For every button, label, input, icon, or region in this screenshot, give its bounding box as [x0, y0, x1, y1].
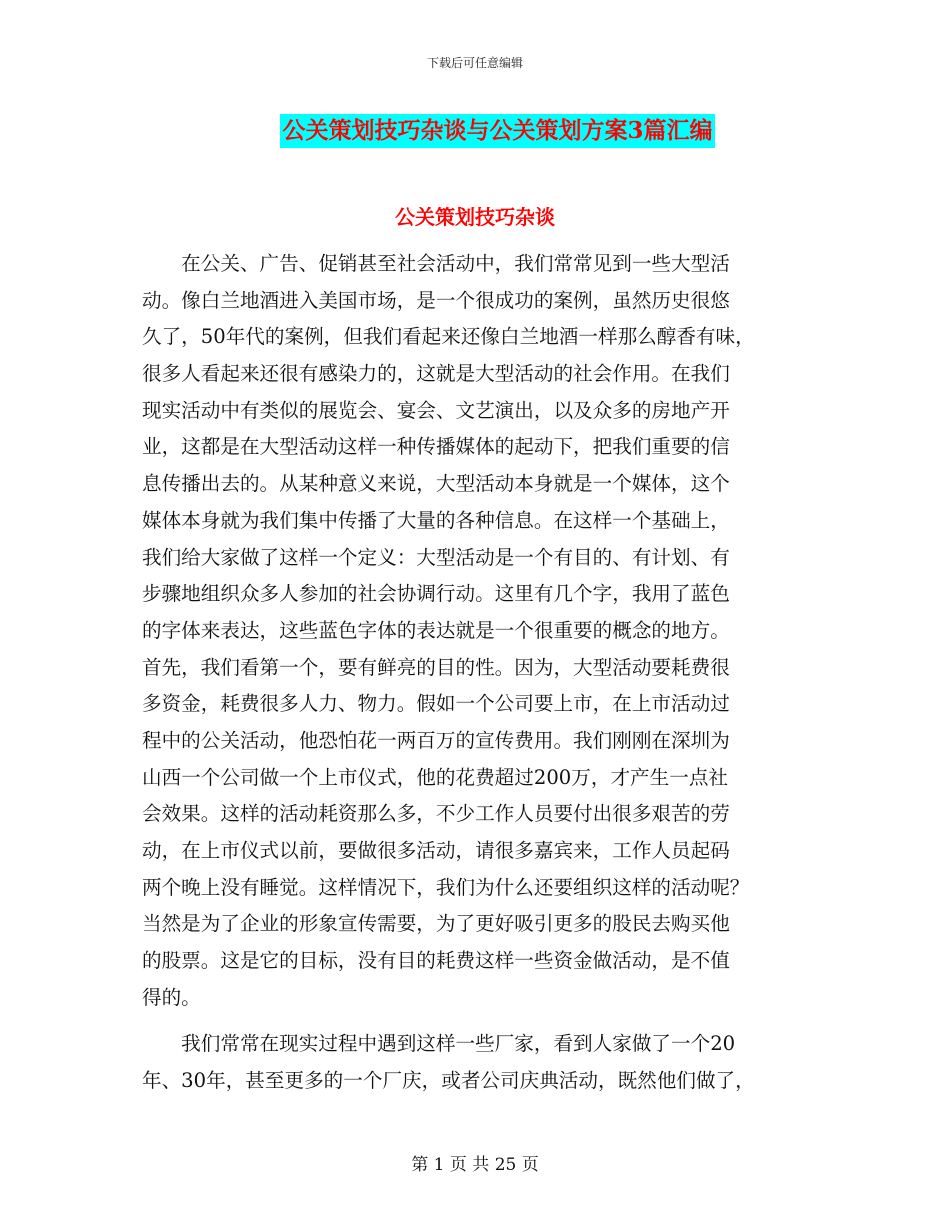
text-line: 两个晚上没有睡觉。这样情况下，我们为什么还要组织这样的活动呢？	[142, 875, 750, 899]
document-title-container	[0, 114, 950, 148]
text-line: 年、30年，甚至更多的一个厂庆，或者公司庆典活动，既然他们做了，	[142, 1069, 755, 1093]
text-line: 久了，50年代的案例，但我们看起来还像白兰地酒一样那么醇香有味，	[142, 325, 755, 349]
text-line: 多资金，耗费很多人力、物力。假如一个公司要上市，在上市活动过	[142, 692, 730, 716]
text-line: 山西一个公司做一个上市仪式，他的花费超过200万，才产生一点社	[142, 765, 729, 789]
text-line: 步骤地组织众多人参加的社会协调行动。这里有几个字，我用了蓝色	[142, 582, 730, 606]
text-line: 很多人看起来还很有感染力的，这就是大型活动的社会作用。在我们	[142, 362, 730, 386]
body-text	[142, 246, 812, 1100]
page-footer: 第 1 页 共 25 页	[411, 1155, 539, 1175]
text-line: 首先，我们看第一个，要有鲜亮的目的性。因为，大型活动要耗费很	[142, 655, 730, 679]
paragraph-spacer	[142, 1016, 812, 1026]
text-line: 动，在上市仪式以前，要做很多活动，请很多嘉宾来，工作人员起码	[142, 839, 730, 862]
paragraph-2	[142, 1026, 812, 1099]
text-line: 我们常常在现实过程中遇到这样一些厂家，看到人家做了一个20	[142, 1032, 736, 1056]
text-line: 的字体来表达，这些蓝色字体的表达就是一个很重要的概念的地方。	[142, 618, 730, 642]
text-line: 息传播出去的。从某种意义来说，大型活动本身就是一个媒体，这个	[142, 472, 730, 496]
section-title: 公关策划技巧杂谈	[395, 205, 555, 229]
document-title: 公关策划技巧杂谈与公关策划方案3篇汇编	[280, 114, 714, 148]
text-line: 在公关、广告、促销甚至社会活动中，我们常常见到一些大型活	[142, 252, 730, 275]
text-line: 当然是为了企业的形象宣传需要，为了更好吸引更多的股民去购买他	[142, 912, 730, 936]
text-line: 会效果。这样的活动耗资那么多，不少工作人员要付出很多艰苦的劳	[142, 802, 730, 826]
text-line: 得的。	[142, 985, 201, 1009]
text-line: 动。像白兰地酒进入美国市场，是一个很成功的案例，虽然历史很悠	[142, 288, 730, 312]
text-line: 程中的公关活动，他恐怕花一两百万的宣传费用。我们刚刚在深圳为	[142, 728, 730, 752]
text-line: 的股票。这是它的目标，没有目的耗费这样一些资金做活动，是不值	[142, 949, 730, 973]
text-line: 业，这都是在大型活动这样一种传播媒体的起动下，把我们重要的信	[142, 435, 730, 459]
text-line: 媒体本身就为我们集中传播了大量的各种信息。在这样一个基础上，	[142, 508, 730, 532]
text-line: 现实活动中有类似的展览会、宴会、文艺演出，以及众多的房地产开	[142, 398, 730, 422]
paragraph-1	[142, 246, 812, 1016]
page-header-note: 下载后可任意编辑	[426, 56, 523, 70]
text-line: 我们给大家做了这样一个定义：大型活动是一个有目的、有计划、有	[142, 545, 730, 569]
